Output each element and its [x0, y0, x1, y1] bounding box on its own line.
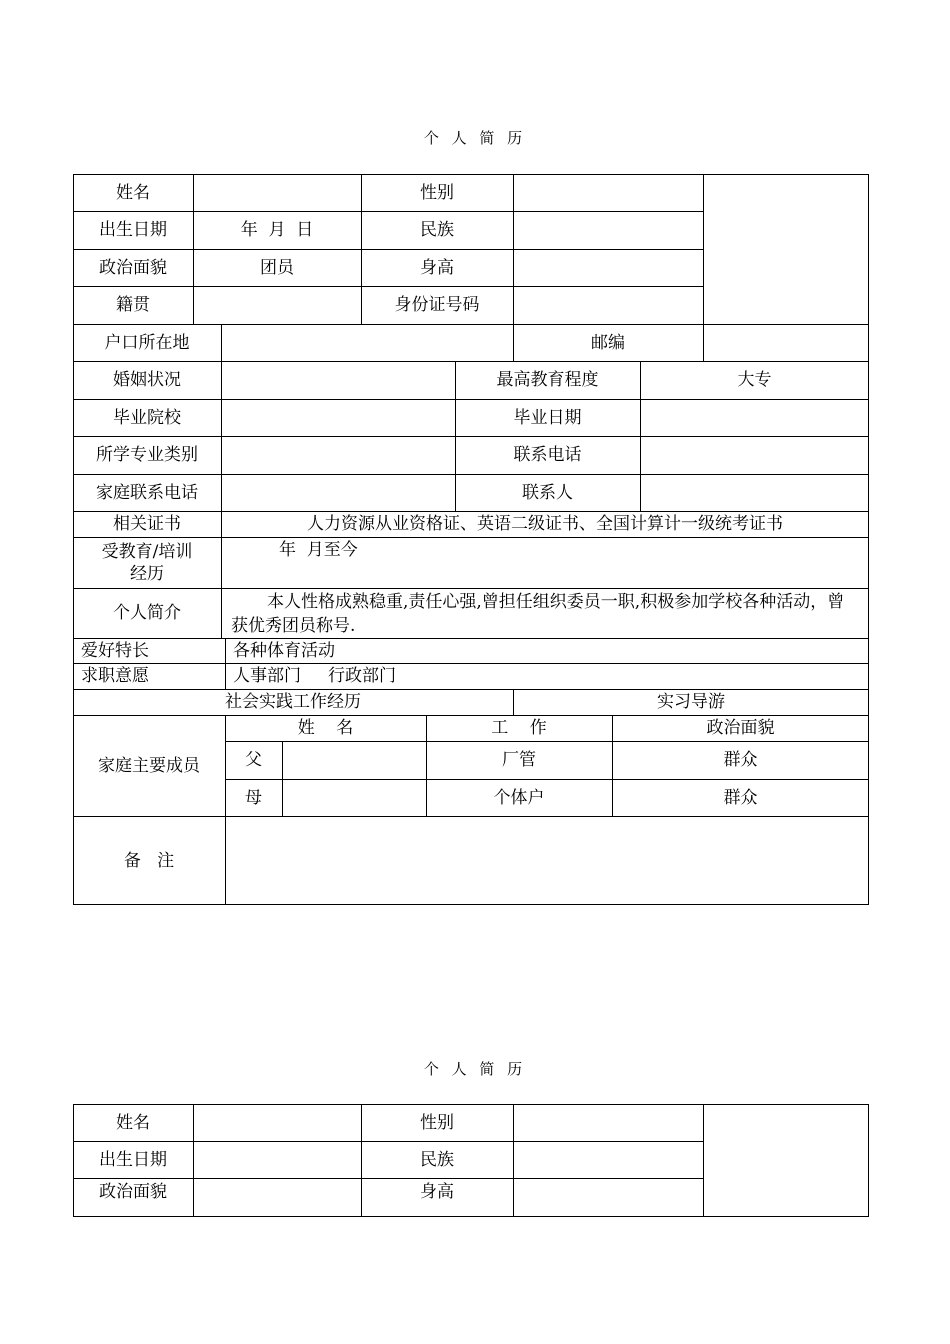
remarks-label: 备 注	[123, 850, 175, 871]
family-father-job[interactable]: 厂管	[502, 750, 536, 770]
family-header-political: 政治面貌	[706, 718, 775, 738]
postcode-label: 邮编	[591, 332, 625, 353]
family-label: 家庭主要成员	[98, 755, 200, 776]
ethnic-field[interactable]	[513, 211, 703, 249]
family-mother-political[interactable]: 群众	[723, 787, 758, 808]
home-phone-field[interactable]	[221, 474, 455, 511]
family-father-political[interactable]: 群众	[723, 750, 758, 770]
name-field[interactable]	[193, 174, 361, 211]
practice-label: 社会实践工作经历	[225, 692, 361, 712]
birth-label: 出生日期	[99, 220, 167, 240]
training-label-line2: 经历	[130, 563, 164, 584]
hukou-field[interactable]	[221, 324, 513, 361]
intention-label: 求职意愿	[81, 666, 149, 686]
contact-field[interactable]	[640, 474, 869, 511]
height-label-2: 身高	[420, 1182, 454, 1202]
school-field[interactable]	[221, 399, 455, 436]
birth-field[interactable]: 年 月 日	[240, 220, 314, 240]
family-header-job: 工 作	[491, 718, 547, 738]
height-field-2[interactable]	[513, 1178, 703, 1206]
political-label: 政治面貌	[99, 257, 167, 278]
training-field[interactable]: 年 月至今	[279, 540, 358, 560]
major-label: 所学专业类别	[96, 445, 198, 465]
intro-field[interactable]: 本人性格成熟稳重,责任心强,曾担任组织委员一职,积极参加学校各种活动，曾获优秀团员称号.	[231, 592, 845, 636]
ethnic-field-2[interactable]	[513, 1141, 703, 1178]
gender-label: 性别	[420, 182, 454, 203]
gender-field[interactable]	[513, 174, 703, 211]
gender-label-2: 性别	[420, 1112, 454, 1133]
political-field[interactable]: 团员	[260, 257, 294, 278]
phone-label: 联系电话	[513, 445, 582, 465]
political-field-2[interactable]	[193, 1178, 361, 1206]
practice-field[interactable]: 实习导游	[657, 692, 725, 712]
ethnic-label: 民族	[420, 220, 454, 240]
training-label	[73, 537, 221, 588]
resume-title-2: 个 人 简 历	[423, 1060, 527, 1078]
home-phone-label: 家庭联系电话	[96, 482, 198, 503]
training-label-line1: 受教育/培训	[101, 541, 193, 562]
cert-field[interactable]: 人力资源从业资格证、英语二级证书、全国计算计一级统考证书	[307, 514, 783, 534]
intro-label: 个人简介	[113, 603, 181, 623]
family-relation-father: 父	[245, 750, 262, 770]
marital-field[interactable]	[221, 361, 455, 399]
phone-field[interactable]	[640, 436, 869, 474]
native-label: 籍贯	[116, 295, 150, 315]
name-label-2: 姓名	[116, 1112, 150, 1133]
birth-field-2[interactable]	[193, 1141, 361, 1178]
hobby-field[interactable]: 各种体育活动	[233, 640, 335, 661]
education-field[interactable]: 大专	[737, 370, 772, 390]
birth-label-2: 出生日期	[99, 1149, 167, 1170]
gender-field-2[interactable]	[513, 1104, 703, 1141]
id-field[interactable]	[513, 286, 703, 324]
native-field[interactable]	[193, 286, 361, 324]
remarks-field[interactable]	[225, 816, 869, 905]
name-field-2[interactable]	[193, 1104, 361, 1141]
resume-title: 个 人 简 历	[423, 129, 527, 147]
marital-label: 婚姻状况	[113, 370, 181, 390]
family-mother-job[interactable]: 个体户	[493, 787, 545, 808]
ethnic-label-2: 民族	[420, 1149, 454, 1170]
grad-date-field[interactable]	[640, 399, 869, 436]
id-label: 身份证号码	[394, 295, 480, 315]
education-label: 最高教育程度	[496, 370, 599, 390]
name-label: 姓名	[116, 182, 150, 203]
photo-area	[703, 174, 869, 324]
intention-field[interactable]: 人事部门 行政部门	[233, 666, 397, 686]
contact-label: 联系人	[522, 482, 573, 503]
photo-area-2	[703, 1104, 869, 1217]
height-field[interactable]	[513, 249, 703, 286]
hukou-label: 户口所在地	[104, 332, 190, 353]
major-field[interactable]	[221, 436, 455, 474]
height-label: 身高	[420, 257, 454, 278]
cert-label: 相关证书	[113, 514, 181, 534]
family-header-name: 姓 名	[297, 718, 354, 738]
grad-date-label: 毕业日期	[513, 407, 582, 428]
family-relation-mother: 母	[245, 787, 262, 808]
school-label: 毕业院校	[113, 407, 181, 428]
political-label-2: 政治面貌	[99, 1182, 167, 1202]
postcode-field[interactable]	[703, 324, 869, 361]
family-father-name[interactable]	[282, 741, 426, 779]
hobby-label: 爱好特长	[81, 640, 149, 661]
family-mother-name[interactable]	[282, 779, 426, 816]
